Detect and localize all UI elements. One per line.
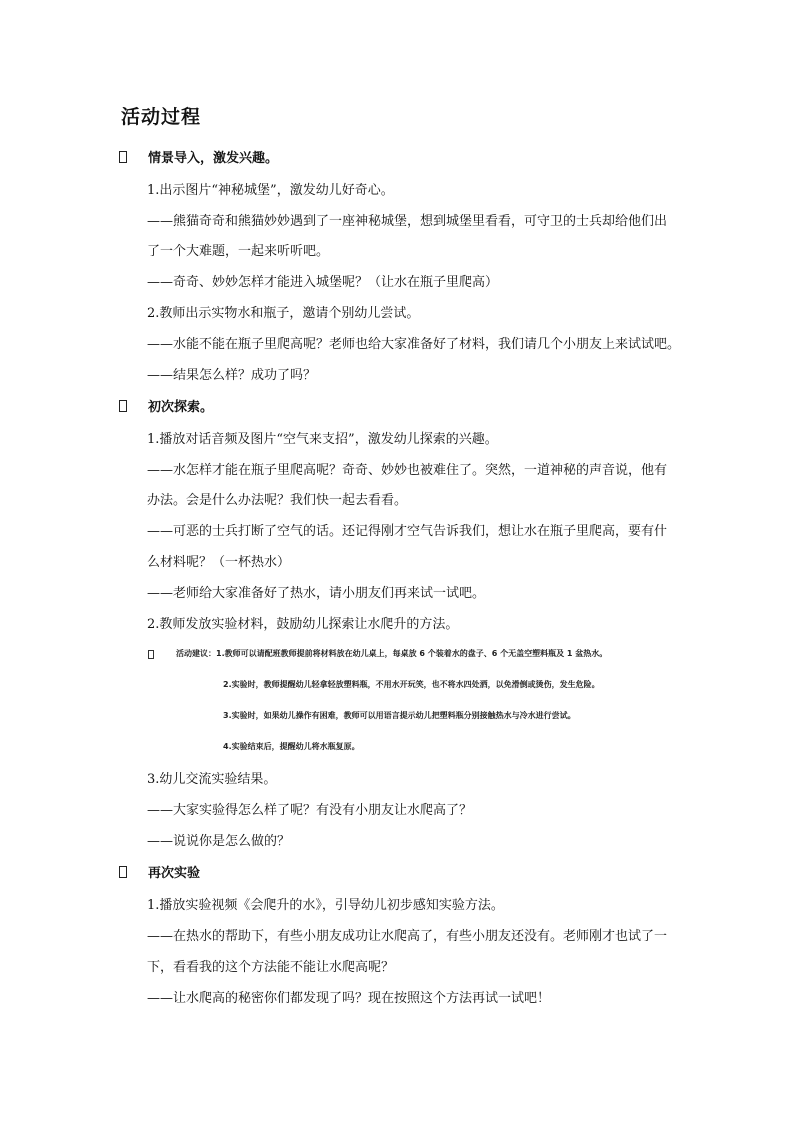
tip-bullet-icon [148,650,154,659]
paragraph: ——大家实验得怎么样了呢？有没有小朋友让水爬高了？ [147,803,473,818]
tip-line: 3.实验时，如果幼儿操作有困难，教师可以用语言提示幼儿把塑料瓶分别接触热水与冷水进行尝试。 [223,711,576,720]
bullet-box-icon [119,866,127,878]
section-heading-text: 再次实验 [148,866,201,881]
paragraph: 2.教师发放实验材料，鼓励幼儿探索让水爬升的方法。 [147,617,459,632]
paragraph: 1.播放对话音频及图片“空气来支招”，激发幼儿探索的兴趣。 [147,432,498,447]
bullet-box-icon [119,151,127,163]
paragraph: ——说说你是怎么做的？ [147,834,291,849]
page-title: 活动过程 [121,106,202,128]
paragraph: ——可恶的士兵打断了空气的话。还记得刚才空气告诉我们，想让水在瓶子里爬高，要有什 [147,524,668,539]
paragraph: ——水怎样才能在瓶子里爬高呢？奇奇、妙妙也被难住了。突然，一道神秘的声音说，他有 [147,463,668,478]
section-heading-2 [119,396,213,415]
paragraph: 1.出示图片“神秘城堡”，激发幼儿好奇心。 [147,183,394,198]
paragraph: ——老师给大家准备好了热水，请小朋友们再来试一试吧。 [147,586,486,601]
paragraph: ——奇奇、妙妙怎样才能进入城堡呢？（让水在瓶子里爬高） [147,275,499,290]
paragraph: 么材料呢？（一杯热水） [147,555,291,570]
section-heading-text: 情景导入，激发兴趣。 [148,151,279,166]
paragraph: ——水能不能在瓶子里爬高呢？老师也给大家准备好了材料，我们请几个小朋友上来试试吧。 [147,337,681,352]
section-heading-text: 初次探索。 [148,400,214,415]
paragraph: ——熊猫奇奇和熊猫妙妙遇到了一座神秘城堡，想到城堡里看看，可守卫的士兵却给他们出 [147,214,668,229]
tip-line: 4.实验结束后，提醒幼儿将水瓶复原。 [223,742,360,751]
paragraph: 2.教师出示实物水和瓶子，邀请个别幼儿尝试。 [147,306,420,321]
paragraph: 下，看看我的这个方法能不能让水爬高呢？ [147,960,395,975]
section-heading-1 [119,147,278,166]
paragraph: 3.幼儿交流实验结果。 [147,772,277,787]
paragraph: ——结果怎么样？成功了吗？ [147,368,317,383]
section-heading-3 [119,862,200,881]
paragraph: 办法。会是什么办法呢？我们快一起去看看。 [147,493,408,508]
tip-line: 活动建议：1.教师可以请配班教师提前将材料放在幼儿桌上，每桌放 6 个装着水的盘子、6 个无盖空塑料瓶及 1 盆热水。 [176,649,608,658]
bullet-box-icon [119,400,127,412]
paragraph: 1.播放实验视频《会爬升的水》，引导幼儿初步感知实验方法。 [147,898,504,913]
paragraph: ——让水爬高的秘密你们都发现了吗？现在按照这个方法再试一试吧！ [147,991,551,1006]
paragraph: ——在热水的帮助下，有些小朋友成功让水爬高了，有些小朋友还没有。老师刚才也试了一 [147,929,668,944]
tip-line: 2.实验时，教师提醒幼儿轻拿轻放塑料瓶，不用水开玩笑，也不将水四处洒，以免滑倒或烫伤，发生危险。 [223,680,600,689]
paragraph: 了一个大难题，一起来听听吧。 [147,244,330,259]
